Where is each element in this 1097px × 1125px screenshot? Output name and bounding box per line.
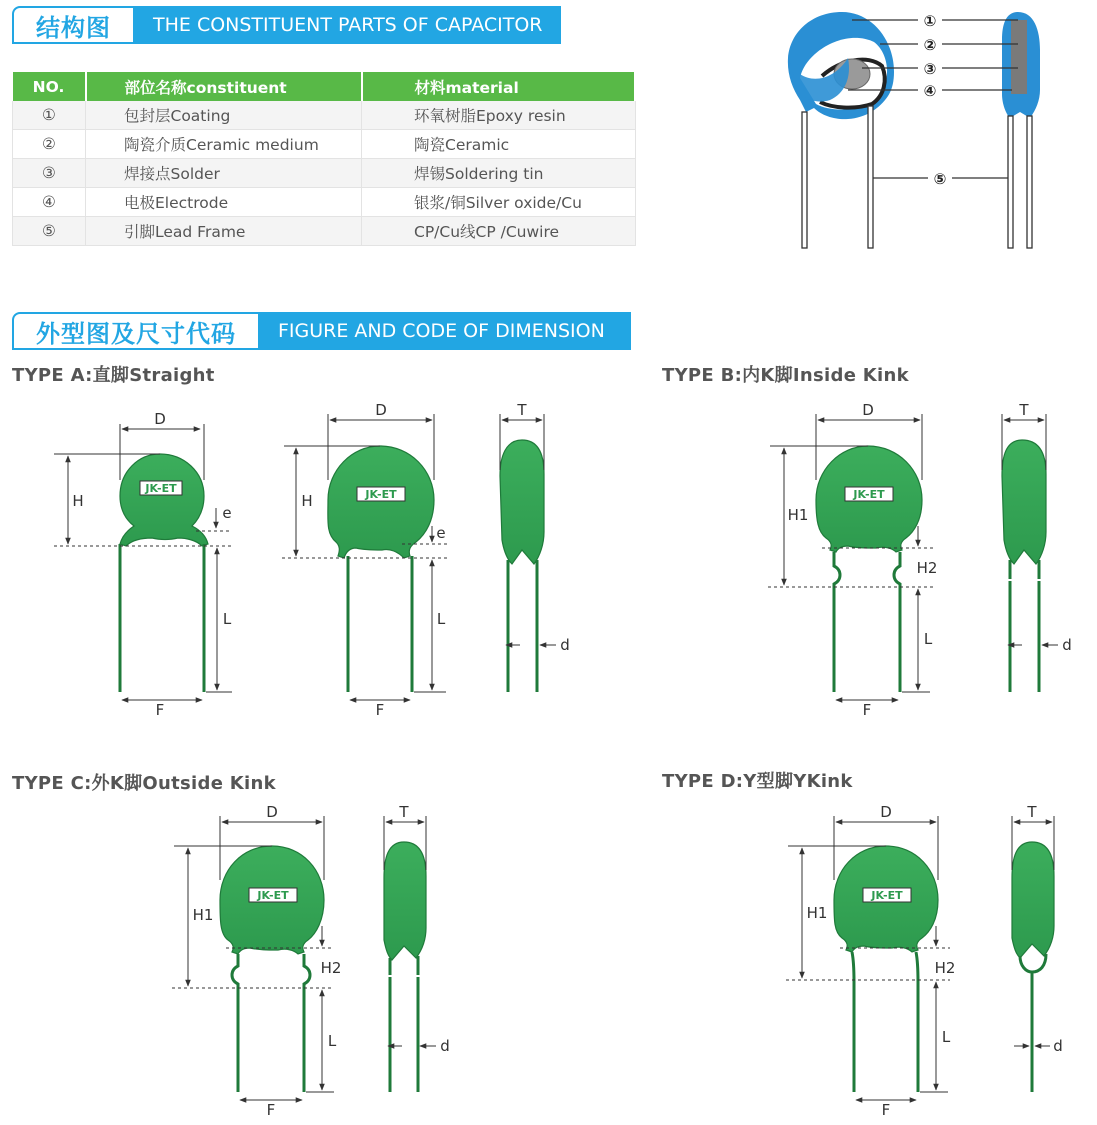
dim-D: D xyxy=(154,410,166,428)
type-c-title: TYPE C:外K脚Outside Kink xyxy=(12,773,276,794)
dim-d: d xyxy=(560,636,570,654)
row-material: 焊锡Soldering tin xyxy=(362,159,636,188)
callout-2: ② xyxy=(923,36,937,54)
type-d-side-drawing xyxy=(1012,803,1063,1092)
dim-H1: H1 xyxy=(192,906,214,924)
dim-T: T xyxy=(1027,803,1037,821)
dim-D: D xyxy=(862,401,874,419)
logo-text: JK-ET xyxy=(871,889,903,902)
callout-1: ① xyxy=(923,12,937,30)
col-no: NO. xyxy=(13,72,86,101)
logo-text: JK-ET xyxy=(365,488,397,501)
dim-H1: H1 xyxy=(787,506,809,524)
structure-title-cn: 结构图 xyxy=(12,6,133,44)
dim-D: D xyxy=(375,401,387,419)
logo-text: JK-ET xyxy=(257,889,289,902)
callout-4: ④ xyxy=(923,82,937,100)
dimension-title-en: FIGURE AND CODE OF DIMENSION xyxy=(258,312,631,350)
dim-e: e xyxy=(222,504,232,522)
dimension-title-cn: 外型图及尺寸代码 xyxy=(12,312,258,350)
row-no: ② xyxy=(13,130,86,159)
row-material: CP/Cu线CP /Cuwire xyxy=(362,217,636,246)
type-b-front-drawing xyxy=(768,401,937,719)
dim-T: T xyxy=(1019,401,1029,419)
row-name: 焊接点Solder xyxy=(86,159,362,188)
dim-L: L xyxy=(436,610,446,628)
dim-D: D xyxy=(880,803,892,821)
dim-F: F xyxy=(266,1101,276,1119)
row-name: 引脚Lead Frame xyxy=(86,217,362,246)
type-d-front-drawing xyxy=(786,803,955,1119)
dim-H: H xyxy=(72,492,84,510)
col-material: 材料material xyxy=(362,72,636,101)
dim-d: d xyxy=(1062,636,1072,654)
row-name: 电极Electrode xyxy=(86,188,362,217)
dim-T: T xyxy=(399,803,409,821)
row-no: ③ xyxy=(13,159,86,188)
type-b-title: TYPE B:内K脚Inside Kink xyxy=(662,365,909,386)
type-a-title: TYPE A:直脚Straight xyxy=(12,365,215,386)
callout-5: ⑤ xyxy=(933,170,947,188)
body xyxy=(500,440,544,564)
logo-text: JK-ET xyxy=(145,482,177,495)
type-a-large-drawing xyxy=(282,401,448,719)
row-name: 陶瓷介质Ceramic medium xyxy=(86,130,362,159)
dim-L: L xyxy=(327,1032,337,1050)
dim-L: L xyxy=(222,610,232,628)
row-name: 包封层Coating xyxy=(86,101,362,130)
dim-F: F xyxy=(881,1101,891,1119)
dim-T: T xyxy=(517,401,527,419)
dim-F: F xyxy=(155,701,165,719)
row-no: ① xyxy=(13,101,86,130)
type-c-front-drawing xyxy=(172,803,341,1119)
structure-title-en: THE CONSTITUENT PARTS OF CAPACITOR xyxy=(133,6,561,44)
type-d-title: TYPE D:Y型脚YKink xyxy=(662,771,853,792)
body xyxy=(120,454,208,546)
dim-e: e xyxy=(436,524,446,542)
dim-H2: H2 xyxy=(934,959,956,977)
type-c-side-drawing xyxy=(384,803,450,1092)
row-material: 银浆/铜Silver oxide/Cu xyxy=(362,188,636,217)
row-material: 陶瓷Ceramic xyxy=(362,130,636,159)
dim-L: L xyxy=(941,1028,951,1046)
dim-d: d xyxy=(1053,1037,1063,1055)
dim-L: L xyxy=(923,630,933,648)
dim-H2: H2 xyxy=(916,559,938,577)
dim-H2: H2 xyxy=(320,959,342,977)
type-a-small-drawing xyxy=(54,410,232,719)
col-constituent: 部位名称constituent xyxy=(86,72,362,101)
body xyxy=(1002,440,1046,564)
dim-F: F xyxy=(375,701,385,719)
body xyxy=(1012,842,1054,958)
row-material: 环氧树脂Epoxy resin xyxy=(362,101,636,130)
dim-H: H xyxy=(301,492,313,510)
row-no: ④ xyxy=(13,188,86,217)
logo-text: JK-ET xyxy=(853,488,885,501)
dim-H1: H1 xyxy=(806,904,828,922)
type-a-side-drawing xyxy=(500,401,570,692)
callout-3: ③ xyxy=(923,60,937,78)
body xyxy=(384,842,426,960)
dim-F: F xyxy=(862,701,872,719)
row-no: ⑤ xyxy=(13,217,86,246)
dim-D: D xyxy=(266,803,278,821)
type-b-side-drawing xyxy=(1002,401,1072,692)
body xyxy=(328,446,434,558)
dim-d: d xyxy=(440,1037,450,1055)
